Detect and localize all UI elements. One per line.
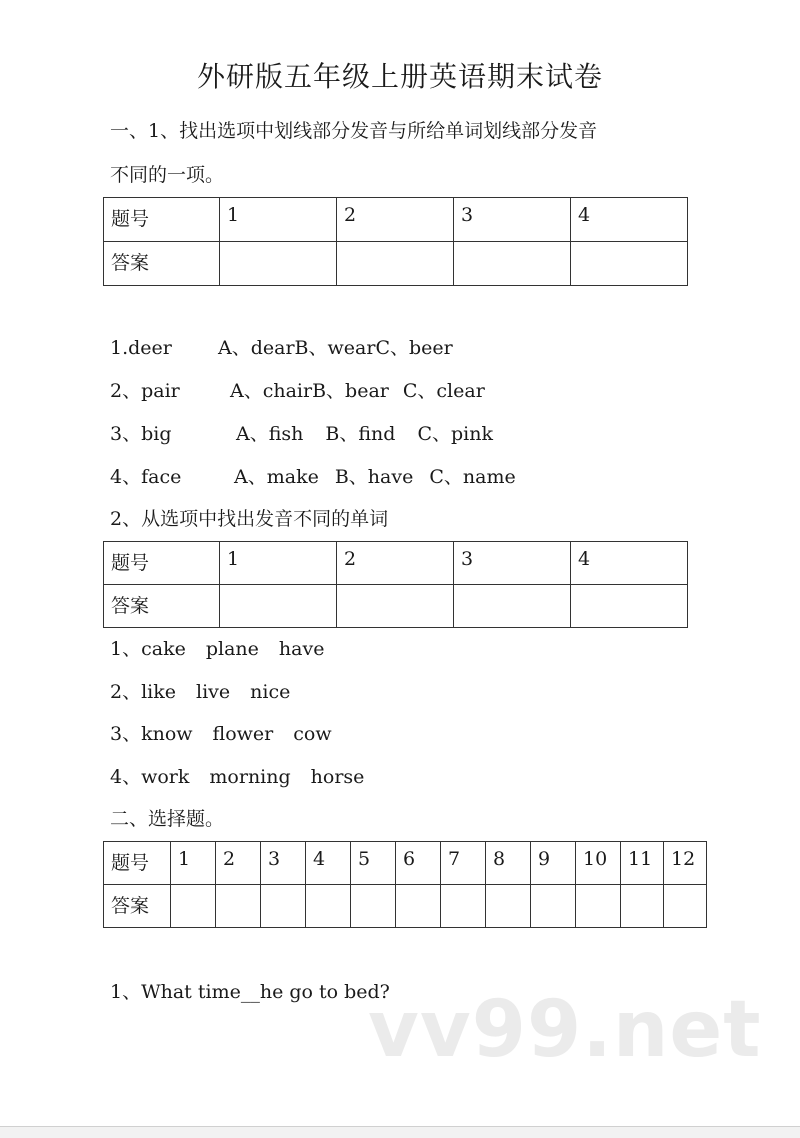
number-cell: 4 xyxy=(306,842,351,885)
option-c: C、name xyxy=(429,466,516,488)
answer-cell[interactable] xyxy=(220,585,337,628)
part1-heading-line2: 不同的一项。 xyxy=(110,164,225,186)
question-stem: 1.deer xyxy=(110,337,172,359)
option-b: B、have xyxy=(334,466,414,488)
part1-heading-line1: 一、1、找出选项中划线部分发音与所给单词划线部分发音 xyxy=(110,120,598,142)
header-label-cell: 题号 xyxy=(104,198,220,242)
word-group-row xyxy=(110,762,364,789)
option-c: C、pink xyxy=(417,423,493,445)
answer-cell[interactable] xyxy=(306,885,351,928)
section2-answer-table xyxy=(103,841,707,928)
word: plane xyxy=(205,638,259,660)
answer-cell[interactable] xyxy=(621,885,664,928)
answer-cell[interactable] xyxy=(454,242,571,286)
answer-cell[interactable] xyxy=(216,885,261,928)
number-cell: 1 xyxy=(220,542,337,585)
question-number: 3、 xyxy=(110,723,142,745)
number-cell: 12 xyxy=(664,842,707,885)
number-cell: 3 xyxy=(454,542,571,585)
word: cake xyxy=(141,638,186,660)
number-cell: 7 xyxy=(441,842,486,885)
option-a: A、dear xyxy=(218,337,295,359)
number-cell: 1 xyxy=(171,842,216,885)
number-cell: 10 xyxy=(576,842,621,885)
answer-cell[interactable] xyxy=(171,885,216,928)
number-cell: 3 xyxy=(454,198,571,242)
answer-cell[interactable] xyxy=(261,885,306,928)
part2-heading: 2、从选项中找出发音不同的单词 xyxy=(110,508,389,530)
question-stem: 3、big xyxy=(110,423,172,445)
number-cell: 2 xyxy=(216,842,261,885)
watermark: vv99.net xyxy=(368,985,762,1075)
question-number: 4、 xyxy=(110,766,142,788)
word-group-row xyxy=(110,719,332,746)
number-cell: 2 xyxy=(337,198,454,242)
answer-label-cell: 答案 xyxy=(104,885,171,928)
number-cell: 11 xyxy=(621,842,664,885)
part1-answer-table xyxy=(103,197,688,286)
word: flower xyxy=(212,723,274,745)
answer-cell[interactable] xyxy=(664,885,707,928)
option-b: B、find xyxy=(325,423,396,445)
answer-cell[interactable] xyxy=(571,242,688,286)
option-a: A、chair xyxy=(230,380,313,402)
number-cell: 4 xyxy=(571,198,688,242)
number-cell: 9 xyxy=(531,842,576,885)
answer-label-cell: 答案 xyxy=(104,242,220,286)
header-label-cell: 题号 xyxy=(104,542,220,585)
answer-cell[interactable] xyxy=(571,585,688,628)
option-b: B、wear xyxy=(294,337,376,359)
number-cell: 1 xyxy=(220,198,337,242)
question-row xyxy=(110,376,485,403)
header-label-cell: 题号 xyxy=(104,842,171,885)
word: nice xyxy=(250,681,291,703)
option-a: A、make xyxy=(234,466,319,488)
word: live xyxy=(196,681,231,703)
answer-cell[interactable] xyxy=(337,242,454,286)
question-stem: 4、face xyxy=(110,466,182,488)
word: morning xyxy=(209,766,291,788)
question-number: 2、 xyxy=(110,681,142,703)
word: have xyxy=(278,638,325,660)
number-cell: 5 xyxy=(351,842,396,885)
word: horse xyxy=(310,766,365,788)
number-cell: 4 xyxy=(571,542,688,585)
word: know xyxy=(141,723,193,745)
word-group-row xyxy=(110,677,290,704)
answer-cell[interactable] xyxy=(576,885,621,928)
option-c: C、beer xyxy=(375,337,453,359)
question-row xyxy=(110,419,493,446)
word: like xyxy=(141,681,177,703)
page-title: 外研版五年级上册英语期末试卷 xyxy=(196,60,603,93)
part2-answer-table xyxy=(103,541,688,628)
section2-question-1: 1、What time__he go to bed? xyxy=(110,981,390,1003)
option-c: C、clear xyxy=(402,380,485,402)
number-cell: 3 xyxy=(261,842,306,885)
answer-cell[interactable] xyxy=(486,885,531,928)
answer-cell[interactable] xyxy=(441,885,486,928)
answer-cell[interactable] xyxy=(351,885,396,928)
number-cell: 6 xyxy=(396,842,441,885)
number-cell: 8 xyxy=(486,842,531,885)
option-b: B、bear xyxy=(312,380,389,402)
option-a: A、fish xyxy=(236,423,304,445)
answer-label-cell: 答案 xyxy=(104,585,220,628)
word: cow xyxy=(293,723,332,745)
number-cell: 2 xyxy=(337,542,454,585)
question-stem: 2、pair xyxy=(110,380,180,402)
answer-cell[interactable] xyxy=(220,242,337,286)
answer-cell[interactable] xyxy=(531,885,576,928)
word-group-row xyxy=(110,634,324,661)
answer-cell[interactable] xyxy=(396,885,441,928)
section2-heading: 二、选择题。 xyxy=(110,808,225,830)
question-number: 1、 xyxy=(110,638,142,660)
page-bottom-edge xyxy=(0,1126,800,1138)
word: work xyxy=(141,766,190,788)
question-row xyxy=(110,462,516,489)
answer-cell[interactable] xyxy=(454,585,571,628)
answer-cell[interactable] xyxy=(337,585,454,628)
question-row xyxy=(110,333,453,360)
